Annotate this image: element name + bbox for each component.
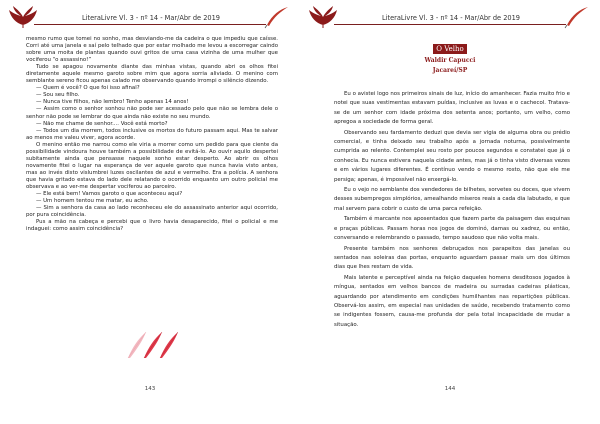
story-author: Waldir Capucci: [424, 57, 476, 64]
dialogue-line: — Sou seu filho.: [36, 92, 80, 99]
paragraph: Pus a mão na cabeça e percebi que o livro havia desaparecido, fitei o policial e me indaguei: como assim coincidência?: [26, 219, 278, 233]
right-page-header: [300, 4, 600, 28]
dialogue-line: — Não me chame de senhor.... Você está morto?: [36, 120, 168, 127]
right-page: [300, 0, 600, 424]
header-title: LiteraLivre Vl. 3 - nº 14 - Mar/Abr de 2019: [82, 14, 220, 22]
paragraph: O menino então me narrou como ele viria a morrer como um pedido para que ciente da possibilidade vindoura houve também a possibilidade de evitá-lo. Ao ouvir aquilo despertei subitamente ainda que pensasse naquele sonho estar desperto. Ao abrir os olhos novamente fitei o lugar na esperança de ver aquele garoto que nunca havia visto antes, mas ao invés disto vislumbrei luzes oscilantes de azul e vermelho. Era a polícia. A senhora que havia gritado estava do lado dele relatando o ocorrido enquanto um outro policial me observava e ao ver-me despertar vociferou ao parceiro.: [26, 141, 278, 190]
dialogue-line: — Assim como o senhor sonhou não pode ser acessado pelo que não se lembra dele o senhor não pode se lembrar do que ainda não existe no seu mundo.: [26, 106, 278, 120]
paragraph: mesmo rumo que tomei no sonho, mas desviando-me da cadeira o que impediu que caísse. Corri até uma janela e saí pelo telhado que por estar molhado me levou a escorregar caindo sobre uma moita de plantas quando ouvi gritos de uma casa vizinha de uma mulher que vociferou “o assassino!”: [26, 36, 278, 64]
paragraph: Mais latente e perceptível ainda na feição daqueles homens desditosos jogados à míngua, sentados em velhos bancos de madeira ou surradas cadeiras plásticas, aguardando por atendimento em condições humilhantes nas repartições públicas. Observá-los assim, em especial nas unidades de saúde, recebendo tratamento como se indigentes fossem, causa-me profunda dor pela total incapacidade de mudar a situação.: [334, 274, 570, 328]
quill-pen-icon: [128, 332, 146, 358]
page-number: 143: [144, 386, 156, 392]
dialogue-line: — Ele está bem! Vamos garoto o que aconteceu aqui?: [36, 191, 183, 198]
winged-emblem-icon: [8, 5, 38, 29]
story-title-box: [433, 44, 467, 54]
left-page-body: [26, 36, 278, 233]
paragraph: Eu o avistei logo nos primeiros sinais de luz, início do amanhecer. Fazia muito frio e notei que suas vestimentas estavam puídas, inclusive as luvas e o cachecol. Tratava-se de um senhor com idade próxima dos setenta anos; portanto, um velho, como apregoa a sociedade de forma geral.: [334, 91, 570, 126]
dialogue-line: — Todos um dia morrem, todos inclusive os mortos do futuro passam aqui. Mas te salvar ao menos me valeu viver, agora acorde.: [26, 127, 278, 141]
right-page-body: [334, 90, 570, 330]
paragraph: Tudo se apagou novamente diante das minhas vistas, quando abri os olhos fitei diretamente aquele mesmo garoto sobre mim que agora sorria aliviado. O menino com semblante sereno ficou apenas calado me observando quando irrompi o silêncio dizendo.: [26, 64, 278, 85]
quill-pen-icon: [262, 5, 292, 29]
story-title: O Velho: [436, 45, 464, 53]
dialogue-line: — Um homem tentou me matar, eu acho.: [36, 198, 149, 205]
quill-pen-icon: [144, 332, 162, 358]
quill-pen-icon: [562, 5, 592, 29]
paragraph: Presente também nos senhores debruçados nos parapeitos das janelas ou sentados nas soleiras das portas, enquanto aguardam passar mais um dos últimos dias que lhes restam de vida.: [334, 245, 570, 271]
dialogue-line: — Quem é você? O que foi isso afinal?: [36, 85, 140, 92]
story-location: Jacareí/SP: [432, 67, 468, 74]
header-rule: [34, 24, 266, 25]
paragraph: Observando seu fardamento deduzi que devia ser vigia de alguma obra ou prédio comercial, e tinha deixado seu trabalho após a jornada noturna, possivelmente cumprida ao relento. Contemplei seu rosto por poucos segundos e constatei que já o conhecia. Eu nunca estivera naquela cidade antes, mas já o tinha visto diversas vezes e em vários lugares diferentes. É contínuo vendo o mesmo rosto, não que ele me persiga; apenas, é impossível não enxergá-lo.: [334, 129, 570, 183]
paragraph: Também é marcante nos aposentados que fazem parte da paisagem das esquinas e praças públicas. Passam horas nos jogos de dominó, damas ou xadrez, ou então, conversando e relembrando o passado, tempo saudoso que não volta mais.: [334, 216, 570, 242]
paragraph: Eu o vejo no semblante dos vendedores de bilhetes, sorvetes ou doces, que vivem desses subempregos simplórios, amealhando míseros reais a cada dia labutado, e que mal servem para cobrir o custo de uma parca refeição.: [334, 187, 570, 212]
page-number: 144: [444, 386, 456, 392]
left-page-header: [0, 4, 300, 28]
header-rule: [334, 24, 566, 25]
dialogue-line: — Sim a senhora da casa ao lado reconheceu ele do assassinato anterior aqui ocorrido, por pura coincidência.: [26, 205, 278, 219]
quill-pen-icon: [160, 332, 178, 358]
quill-ornament-icon: [126, 330, 178, 360]
dialogue-line: — Nunca tive filhos, não lembro! Tenho apenas 14 anos!: [36, 99, 189, 106]
winged-emblem-icon: [308, 5, 338, 29]
header-title: LiteraLivre Vl. 3 - nº 14 - Mar/Abr de 2019: [382, 14, 520, 22]
